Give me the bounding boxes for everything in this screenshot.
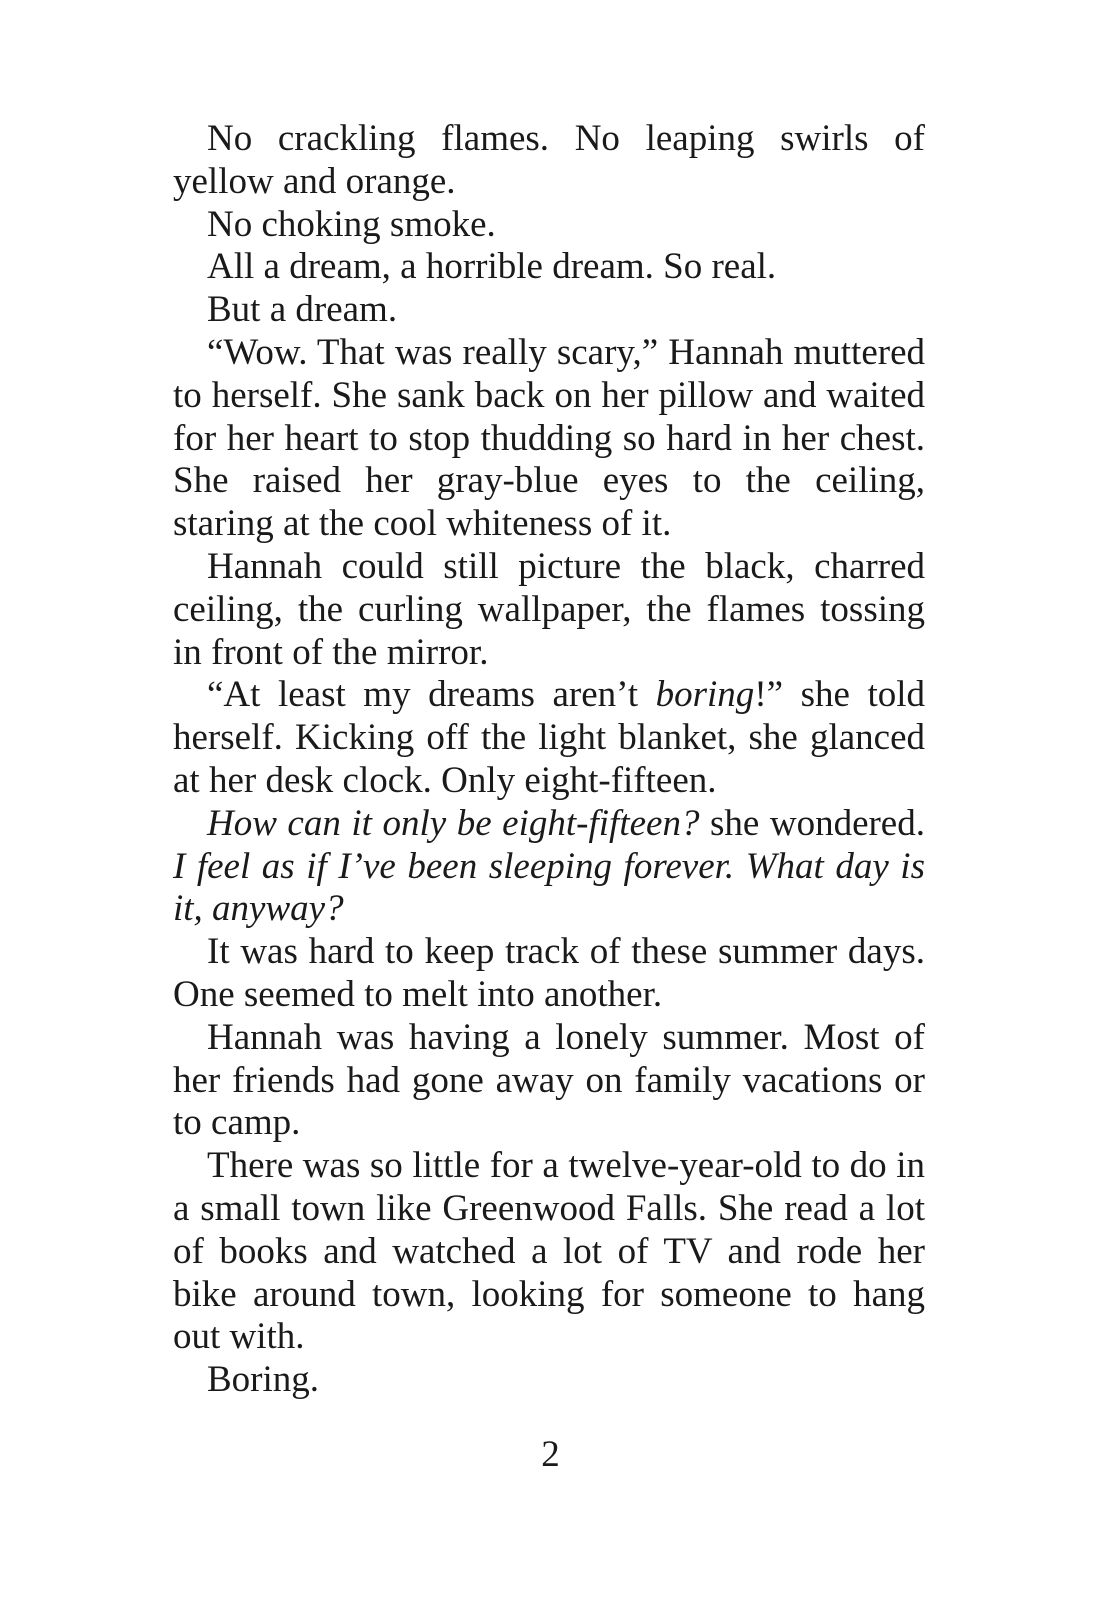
paragraph-text: she wondered. <box>699 802 925 844</box>
paragraph: There was so little for a twelve-year-old to do in a small town like Greenwood Falls. She read a lot of books and watched a lot of TV and rode her bike around town, looking for someone to hang out with. <box>173 1145 925 1358</box>
paragraph: All a dream, a horrible dream. So real. <box>207 246 777 288</box>
paragraph: Hannah could still picture the black, charred ceiling, the curling wallpaper, the flames tossing in front of the mirror. <box>173 545 925 673</box>
emphasis-text: I feel as if I’ve been sleeping forever. What day is it, anyway? <box>173 845 925 930</box>
body-text <box>173 118 925 1402</box>
paragraph: But a dream. <box>207 289 398 331</box>
paragraph: Boring. <box>207 1359 320 1401</box>
paragraph: No choking smoke. <box>207 203 496 245</box>
paragraph: Hannah was having a lonely summer. Most of her friends had gone away on family vacations or to camp. <box>173 1016 925 1144</box>
paragraph: It was hard to keep track of these summer days. One seemed to melt into another. <box>173 931 925 1015</box>
page-number: 2 <box>541 1434 560 1475</box>
paragraph: No crackling flames. No leaping swirls of yellow and orange. <box>173 118 925 202</box>
emphasis-text: How can it only be eight-fifteen? <box>207 802 700 844</box>
paragraph <box>173 674 925 802</box>
paragraph <box>173 803 925 931</box>
paragraph: “Wow. That was really scary,” Hannah muttered to herself. She sank back on her pillow and waited for her heart to stop thudding so hard in her chest. She raised her gray-blue eyes to the ceiling, staring at the cool whiteness of it. <box>173 331 925 545</box>
emphasis-text: boring <box>655 674 755 716</box>
paragraph-text: !” she told herself. Kicking off the light blanket, she glanced at her desk clock. Only eight-fifteen. <box>173 674 926 801</box>
paragraph-text: “At least my dreams aren’t <box>207 674 656 716</box>
